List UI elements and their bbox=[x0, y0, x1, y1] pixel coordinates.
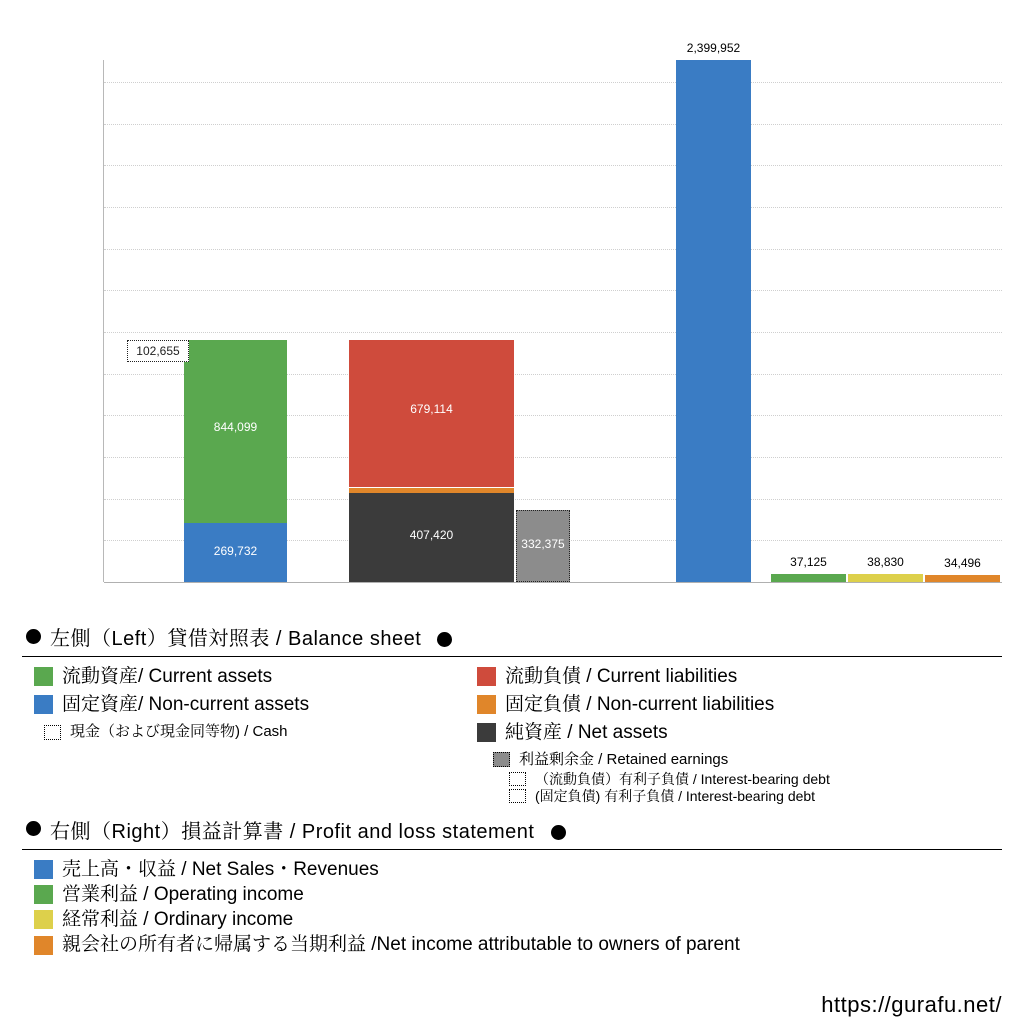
legend-column-liabilities bbox=[477, 665, 1002, 805]
bar-value-current-liabilities: 679,114 bbox=[410, 401, 453, 416]
divider bbox=[22, 656, 1002, 657]
legend-swatch-interest-bearing-debt-current bbox=[509, 772, 526, 786]
legend-item-non-current-liabilities bbox=[477, 693, 1002, 716]
bar-non-current-liabilities bbox=[349, 488, 514, 494]
legend-swatch-interest-bearing-debt-non-current bbox=[509, 789, 526, 803]
balance-sheet-heading-text: 左側（Left）貸借対照表 / Balance sheet bbox=[50, 628, 422, 650]
legend-label-interest-bearing-debt-current: （流動負債）有利子負債 / Interest-bearing debt bbox=[535, 770, 830, 787]
legend-item-operating-income bbox=[22, 883, 1002, 906]
bar-net-assets bbox=[349, 493, 514, 582]
bar-value-ordinary-income: 38,830 bbox=[867, 554, 904, 569]
bar-net-income bbox=[925, 555, 1000, 583]
bar-net-sales bbox=[676, 41, 751, 582]
legend-item-current-assets bbox=[22, 665, 477, 688]
site-url-text: https://gurafu.net/ bbox=[821, 992, 1002, 1017]
bar-retained-earnings bbox=[516, 510, 570, 582]
callout-cash-value: 102,655 bbox=[136, 343, 180, 358]
callout-cash bbox=[127, 340, 189, 362]
legend-swatch-ordinary-income bbox=[34, 910, 53, 929]
bar-value-net-income: 34,496 bbox=[944, 555, 981, 570]
legend-column-assets bbox=[22, 665, 477, 805]
legend-label-cash: 現金（および現金同等物) / Cash bbox=[70, 723, 288, 741]
bullet-dot-icon bbox=[437, 632, 452, 647]
legend-label-current-assets: 流動資産/ Current assets bbox=[62, 666, 273, 687]
gridline bbox=[104, 290, 1002, 291]
legend-label-retained-earnings: 利益剰余金 / Retained earnings bbox=[519, 750, 729, 768]
legend-swatch-non-current-assets bbox=[34, 695, 53, 714]
legend-label-non-current-assets: 固定資産/ Non-current assets bbox=[62, 694, 310, 716]
legend-item-cash bbox=[22, 723, 477, 741]
legend-swatch-operating-income bbox=[34, 885, 53, 904]
legend-swatch-retained-earnings bbox=[493, 752, 510, 767]
legend-label-net-assets: 純資産 / Net assets bbox=[505, 722, 668, 744]
gridline bbox=[104, 124, 1002, 125]
legend-item-net-assets bbox=[477, 721, 1002, 744]
balance-sheet-heading bbox=[0, 622, 1024, 652]
legend-label-non-current-liabilities: 固定負債 / Non-current liabilities bbox=[505, 694, 775, 716]
gridline bbox=[104, 165, 1002, 166]
gridline bbox=[104, 82, 1002, 83]
legend-swatch-current-liabilities bbox=[477, 667, 496, 686]
bar-value-current-assets: 844,099 bbox=[213, 419, 258, 434]
legend-item-net-income bbox=[22, 933, 1002, 956]
bullet-dot-icon bbox=[551, 825, 566, 840]
bar-non-current-assets bbox=[184, 523, 287, 582]
site-url[interactable] bbox=[821, 992, 1002, 1018]
legend-swatch-current-assets bbox=[34, 667, 53, 686]
legend-swatch-net-income bbox=[34, 936, 53, 955]
gridline bbox=[104, 332, 1002, 333]
legend-label-net-income: 親会社の所有者に帰属する当期利益 /Net income attributable to owners of parent bbox=[62, 934, 740, 956]
legend-label-interest-bearing-debt-non-current: (固定負債) 有利子負債 / Interest-bearing debt bbox=[535, 787, 816, 804]
bar-current-liabilities bbox=[349, 340, 514, 488]
legend-swatch-net-assets bbox=[477, 723, 496, 742]
legend-label-net-sales: 売上高・収益 / Net Sales・Revenues bbox=[62, 858, 379, 880]
bar-ordinary-income bbox=[848, 554, 923, 582]
legend-label-current-liabilities: 流動負債 / Current liabilities bbox=[505, 666, 738, 687]
profit-loss-heading-text: 右側（Right）損益計算書 / Profit and loss statement bbox=[50, 820, 535, 843]
legend-swatch-non-current-liabilities bbox=[477, 695, 496, 714]
bar-value-non-current-assets: 269,732 bbox=[213, 544, 258, 559]
gridline bbox=[104, 249, 1002, 250]
bar-value-net-assets: 407,420 bbox=[409, 528, 454, 543]
legend-item-ordinary-income bbox=[22, 908, 1002, 931]
plot-area bbox=[103, 41, 1002, 582]
legend-swatch-cash bbox=[44, 725, 61, 740]
legend-area bbox=[0, 622, 1024, 1024]
profit-loss-heading bbox=[0, 815, 1024, 845]
bar-value-net-sales: 2,399,952 bbox=[686, 41, 741, 55]
legend-label-ordinary-income: 経常利益 / Ordinary income bbox=[62, 909, 294, 931]
bar-operating-income bbox=[771, 554, 846, 582]
x-axis-line bbox=[104, 582, 1002, 583]
gridline bbox=[104, 207, 1002, 208]
legend-item-non-current-assets bbox=[22, 693, 477, 716]
legend-item-interest-bearing-debt-current bbox=[477, 771, 1002, 788]
legend-label-operating-income: 営業利益 / Operating income bbox=[62, 884, 304, 906]
bar-current-assets bbox=[184, 340, 287, 524]
legend-item-interest-bearing-debt-non-current bbox=[477, 788, 1002, 805]
bar-value-retained-earnings: 332,375 bbox=[521, 536, 565, 551]
bar-value-operating-income: 37,125 bbox=[790, 554, 827, 569]
legend-item-net-sales bbox=[22, 858, 1002, 881]
legend-column-profit-loss bbox=[0, 850, 1024, 957]
legend-item-retained-earnings bbox=[477, 751, 1002, 769]
legend-swatch-net-sales bbox=[34, 860, 53, 879]
legend-item-current-liabilities bbox=[477, 665, 1002, 688]
